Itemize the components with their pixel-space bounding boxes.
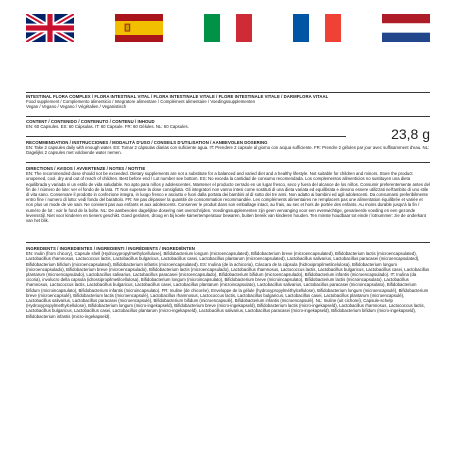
ingredients-text: EN: Inulin (from chicory), Capsule shell (Hydroxypropylmethylcellulose), Bifidobacterium longum (microencapsulated), Bifidobacterium breve (microencapsulated), Bifidobacterium lactis (microencapsulated), Lactobacillus rhamnosus, Lactococcus lactis, Lactobacillus bulgaricus, Lactobacillus casei, Lactobacillus plantarum (microencapsulated), Lactobacillus salivarius, Lactobacillus paracasei (microencapsulated), Bifidobacterium bifidum (microencapsulated), Bifidobacterium infantis (microencapsulated). ES: Inulina (de la achicoria), Cáscara de la cápsula (hidroxipropilmetilcelulosa), Bifidobacterium longum (microencapsulado), Bifidobacterium breve (microencapsulado), Bifidobacterium lactis (microencapsulado), Lactobacillus rhamnosus, Lactococcus lactis, Lactobacillus bulgaricus, Lactobacillus casei, Lactobacillus plantarum (microencapsulado), Lactobacillus salivarius, Lactobacillus paracasei (microencapsulado), Bifidobacterium bifidum (microencapsulado), Bifidobacterium infantis (microencapsulado). IT: Inulina (da cicoria), involucro della capsula (idrossipropilmetilcellulosa), Bifidobacterium longum (microincapsulato), Bifidobacterium breve (microincapsulato), Bifidobacterium lactis (microincapsulato), Lactobacillus rhamnosus, Lactococcus lactis, Lactobacillus bulgaricus, Lactobacillus casei, Lactobacillus plantarum (microincapsulato), Lactobacillus salivarius, Lactobacillus paracasei (microincapsulato), Bifidobacterium bifidum (microincapsulato), Bifidobacterium infantis (microincapsulato). FR: Inuline (de chicorée), Enveloppe de la gélule (hydroxypropylméthylcellulose), Bifidobacterium longum (microencapsulé), Bifidobacterium breve (microencapsulé), Bifidobacterium lactis (microencapsulé), Lactobacillus rhamnosus, Lactococcus lactis, Lactobacillus bulgaricus, Lactobacillus casei, Lactobacillus plantarum (microencapsulé), Lactobacillus salivarius, Lactobacillus paracasei (microencapsulé), Bifidobacterium bifidum (microencapsulé), Bifidobacterium infantis (microencapsulé). NL: Inuline (uit cichorei), Capsule-schelp (Hydroxypropylmethylcellulose), Bifidobacterium longum (micro-ingekapseld), Bifidobacterium breve (micro-ingekapseld), Bifidobacterium lactis (micro-ingekapseld), Lactobacillus rhamnosus, Lactococcus lactis, Lactobacillus bulgaricus, Lactobacillus casei, Lactobacillus plantarum (micro-ingekapseld), Lactobacillus salivarius, Lactobacillus paracasei (micro-ingekapseld), Bifidobacterium bifidum (micro-ingekapseld), Bifidobacterium infantis (micro-ingekapseld).: [26, 251, 430, 319]
directions-section: [26, 166, 430, 223]
directions-text: EN: The recommended dose should not be exceeded. Dietary supplements are not a substitute for a balanced and varied diet and a healthy lifestyle. Not suitable for children and minors. Store the product unopened, cool, dry and out of reach of children. Best before end / Lot number see bottom. ES: No exceda la cantidad de consumo recomendada. Los complementos alimenticios no sustituyen una dieta equilibrada y variada ni un estilo de vida saludable. No apto para niños y adolescentes. Mantener el producto cerrado en un lugar fresco, seco y fuera del alcance de los niños. Consumir preferentemente antes del fin de / número de lote: ver el fondo de la lata. IT: Non superare la dose consigliata. Gli integratori non vanno intesi come sostituti di una dieta variata ed equilibrata e devono essere utilizzati nell'ambito di uno stile di vita sano. Conservare il prodotto in confezione integra, in luogo fresco e asciutto e fuori dalla portata dei bambini al di sotto dei tre anni. Non adatto ai bambini ed agli adolescenti. Da consumarsi preferibilmente entro fine / numero di lotto: vedi fondo del barattolo. FR: Ne pas dépasser la quantité de consommation recommandée. Les compléments alimentaires ne remplacent pas une alimentation équilibrée et variée et non plus un mode de vie sain. Ne convient pas aux enfants et aux adolescents. Conserver le produit dans son emballage intact, au frais, au sec et hors de portée des enfants. Au moins durable jusqu'à la fin / numéro de lot : voir le fond de la boîte. NL: De aanbevolen dagelijkse dosering niet overschrijden. Voedingssupplementen zijn geen vervanging voor een evenwichtige, gevarieerde voeding en een gezonde levensstijl. Niet voor kinderen en tieners geschikt. Goed gesloten, droog en bij koele kamertemperatuur bewaren, buiten bereik van kinderen houden. Ten minste houdbaar tot einde / lotnummer: zie de onderkant van het blik.: [26, 171, 430, 224]
directions-heading: DIRECTIONS / AVISOS / AVVERTENZE / NOTES / NOTITIE: [26, 166, 146, 171]
product-diet: Vegan / Vegano / Vegano / Végétalien / Veganistisch: [26, 104, 127, 110]
ingredients-heading: INGREDIENTS / INGREDIENTES / INGREDIENTI / INGRÉDIENTS / INGREDIËNTEN: [26, 246, 195, 251]
content-text: EN: 60 Capsules. ES: 60 Cápsulas. IT: 60 Capsule. FR: 60 Gélules. NL: 60 Capsules.: [26, 124, 189, 130]
recommendation-text: EN: Take 2 capsules daily with enough water. ES: Tomar 2 cápsulas diarias con suficiente agua. IT: Prendere 2 capsule al giorno con acqua sufficiente. FR: Prendre 2 gélules par jour avec suffisamment d'eau. NL: Dagelijks 2 capsules met voldoende water nemen.: [26, 145, 430, 156]
netherlands-flag: [382, 14, 430, 42]
content-section: [26, 119, 346, 129]
flag-row: [26, 14, 430, 42]
italy-flag: [204, 14, 252, 42]
france-flag: [293, 14, 341, 42]
uk-flag: [26, 14, 74, 42]
net-weight: 23,8 g: [391, 126, 430, 142]
product-header: [26, 94, 430, 110]
divider: [26, 162, 430, 163]
recommendation-section: [26, 140, 430, 156]
divider: [26, 242, 430, 243]
divider: [26, 136, 346, 137]
ingredients-section: [26, 246, 430, 319]
content-heading: CONTENT / CONTENIDO / CONTENUTO / CONTENU / INHOUD: [26, 119, 155, 124]
product-type: Food supplement / Complemento alimenticio / Integratore alimentare / Complément alimentaire / Voedingssupplementen: [26, 99, 256, 105]
divider: [26, 116, 430, 117]
spain-flag: [115, 14, 163, 42]
product-title: INTESTINAL FLORA COMPLEX / FLORA INTESTINAL VITAL / FLORA INTESTINALE VITALE / FLORE INTESTINALE VITALE / DARMFLORA VITAAL: [26, 94, 329, 99]
divider: [26, 92, 430, 93]
recommendation-heading: RECOMMENDATION / INSTRUCCIONES / MODALITÀ D'USO / CONSEILS D'UTILISATION / AANBEVOLEN DOSERING: [26, 140, 268, 145]
